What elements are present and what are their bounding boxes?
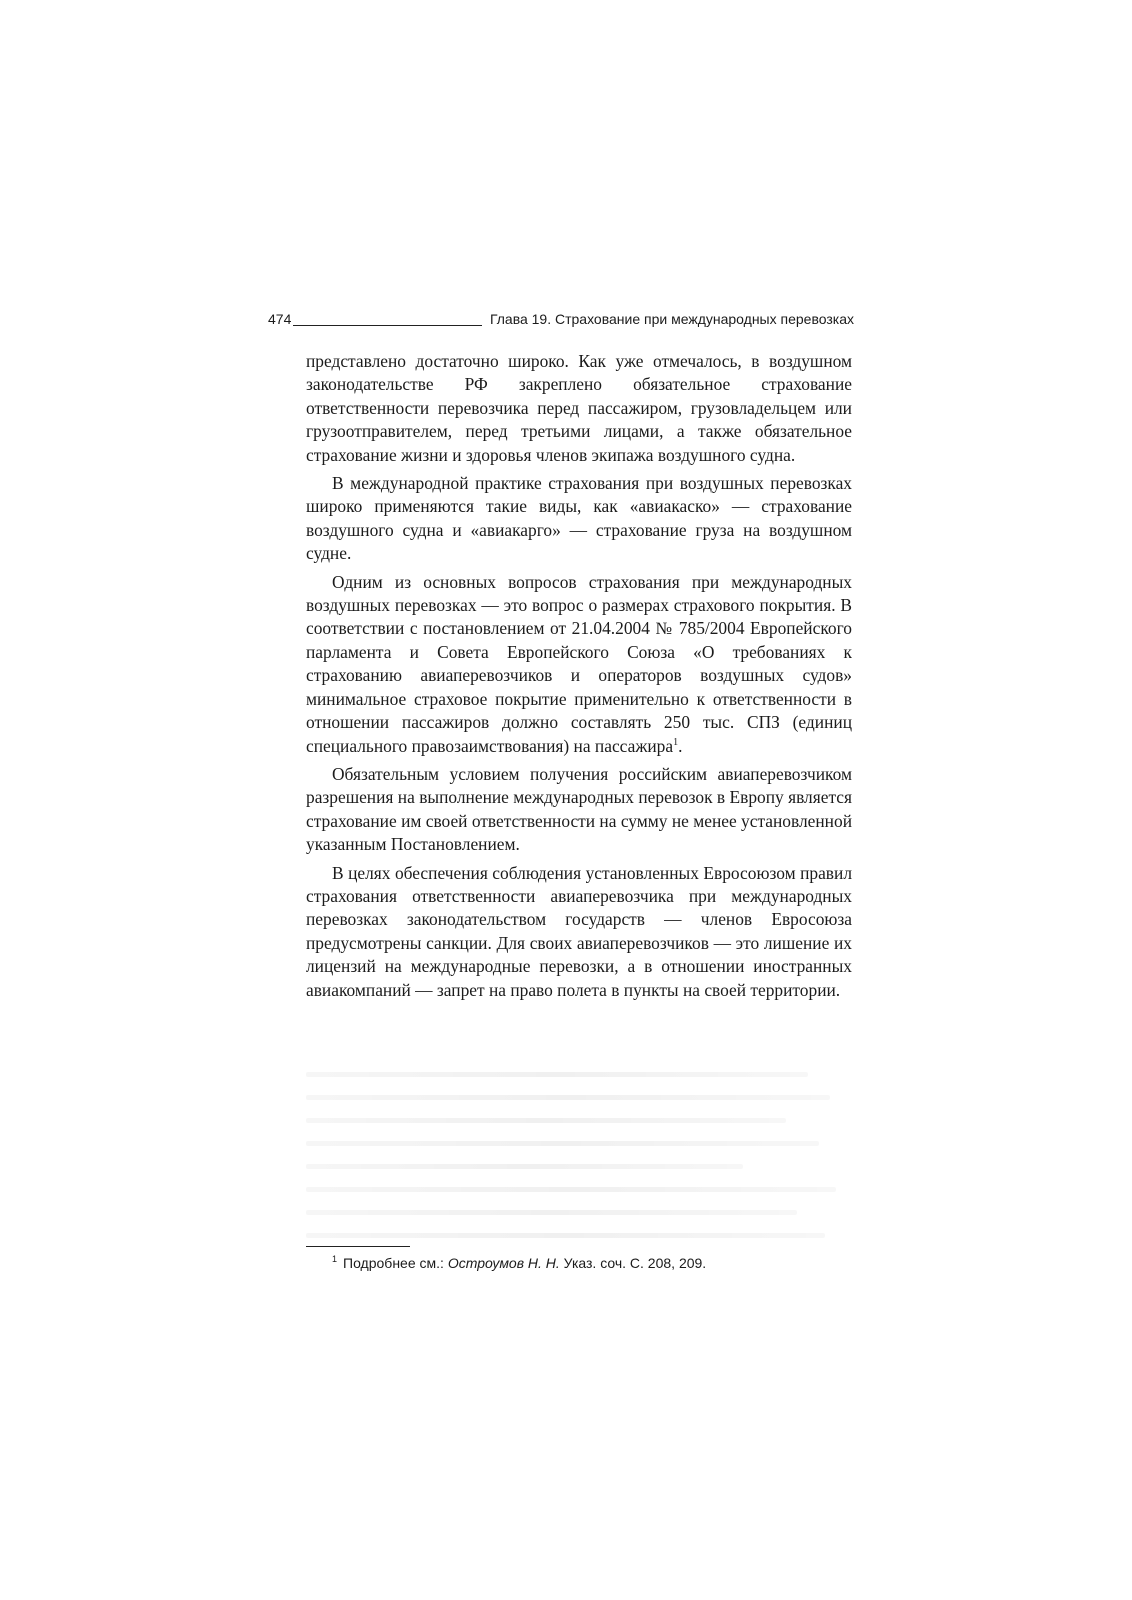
- paragraph-2: В международной практике страхования при воздушных перевозках широко применяются такие виды, как «авиакаско» — страхование воздушного судна и «авиакарго» — страхование груза на воздушном судне.: [306, 473, 852, 564]
- paragraph-5: В целях обеспечения соблюдения установленных Евросоюзом правил страхования ответственности авиаперевозчика при международных перевозках законодательством государств — членов Евросоюза предусмотрены санкции. Для своих авиаперевозчиков — это лишение их лицензий на международные перевозки, а в отношении иностранных авиакомпаний — запрет на право полета в пункты на своей территории.: [306, 862, 852, 1000]
- footnote-author: Остроумов Н. Н.: [447, 1255, 560, 1271]
- chapter-title: Глава 19. Страхование при международных перевозках: [489, 311, 854, 327]
- paragraph-3-text: Одним из основных вопросов страхования при международных воздушных перевозках — это вопрос о размерах страхового покрытия. В соответствии с постановлением от 21.04.2004 № 785/2004 Европейского парламента и Совета Европейского Союза «О требованиях к страхованию авиаперевозчиков и операторов воздушных судов» минимальное страховое покрытие применительно к ответственности в отношении пассажиров должно составлять 250 тыс. СПЗ (единиц специального правозаимствования) на пассажира: [306, 571, 852, 756]
- paragraph-1: представлено достаточно широко. Как уже отмечалось, в воздушном законодательстве РФ закреплено обязательное страхование ответственности перевозчика перед пассажиром, грузовладельцем или грузоотправителем, перед третьими лицами, а также обязательное страхование жизни и здоровья членов экипажа воздушного судна.: [306, 351, 852, 465]
- footnote-rule: [306, 1246, 410, 1247]
- footnote: [332, 1254, 852, 1272]
- footnote-marker: 1: [332, 1254, 338, 1265]
- paragraph-4: Обязательным условием получения российским авиаперевозчиком разрешения на выполнение международных перевозок в Европу является страхование им своей ответственности на сумму не менее установленной указанным Постановлением.: [306, 763, 852, 855]
- body-text: [306, 350, 852, 1002]
- paragraph-3: [306, 571, 852, 758]
- running-header: [268, 304, 854, 328]
- bleed-through-shadow: [306, 1072, 852, 1272]
- paragraph-3-end: .: [678, 735, 683, 756]
- footnote-source: Указ. соч. С. 208, 209.: [559, 1255, 707, 1271]
- footnote-reference[interactable]: 1: [673, 736, 679, 748]
- header-rule: [293, 324, 482, 326]
- footnote-prefix: Подробнее см.:: [343, 1255, 448, 1271]
- page-number: 474: [268, 311, 292, 327]
